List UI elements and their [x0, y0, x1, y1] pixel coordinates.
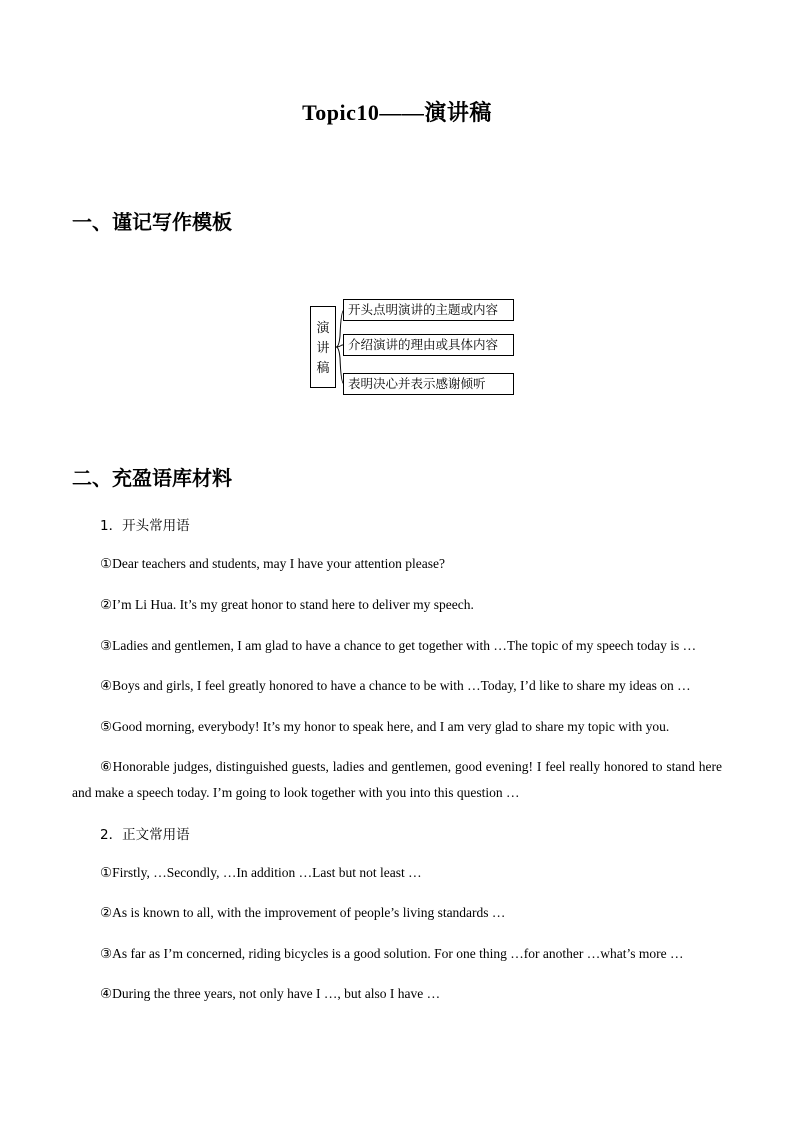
- list-item: ②As is known to all, with the improvement of people’s living standards …: [100, 905, 506, 920]
- diagram-root-char: 稿: [316, 361, 330, 376]
- list-item: ⑥Honorable judges, distinguished guests, ladies and gentlemen, good evening! I feel really honored to stand here and make a speech today. I’m going to look together with you into this question …: [72, 759, 722, 800]
- section-heading-template: 一、谨记写作模板: [72, 210, 232, 234]
- list-item: ①Firstly, …Secondly, …In addition …Last but not least …: [100, 865, 422, 880]
- diagram-root-char: 讲: [316, 341, 330, 356]
- diagram-root-char: 演: [316, 321, 330, 336]
- subsection-label-opening: 1．开头常用语: [100, 518, 190, 534]
- page-title: Topic10——演讲稿: [302, 100, 492, 125]
- subsection-label-body: 2．正文常用语: [100, 827, 190, 843]
- section-heading-materials: 二、充盈语库材料: [72, 466, 232, 490]
- list-item: ④Boys and girls, I feel greatly honored to have a chance to be with …Today, I’d like to share my ideas on …: [100, 678, 691, 693]
- diagram-root: [310, 306, 336, 388]
- list-item: ⑤Good morning, everybody! It’s my honor to speak here, and I am very glad to share my topic with you.: [100, 719, 670, 734]
- list-item: ③Ladies and gentlemen, I am glad to have a chance to get together with …The topic of my speech today is …: [100, 638, 697, 653]
- list-item: ④During the three years, not only have I …, but also I have …: [100, 986, 441, 1001]
- list-item: ②I’m Li Hua. It’s my great honor to stand here to deliver my speech.: [100, 597, 474, 612]
- diagram-leaf-opening: 开头点明演讲的主题或内容: [343, 299, 514, 321]
- structure-diagram: [310, 296, 520, 396]
- list-item: ①Dear teachers and students, may I have your attention please?: [100, 556, 445, 571]
- diagram-leaf-closing: 表明决心并表示感谢倾听: [343, 373, 514, 395]
- list-item: ③As far as I’m concerned, riding bicycles is a good solution. For one thing …for another …what’s more …: [100, 946, 684, 961]
- diagram-leaf-body: 介绍演讲的理由或具体内容: [343, 334, 514, 356]
